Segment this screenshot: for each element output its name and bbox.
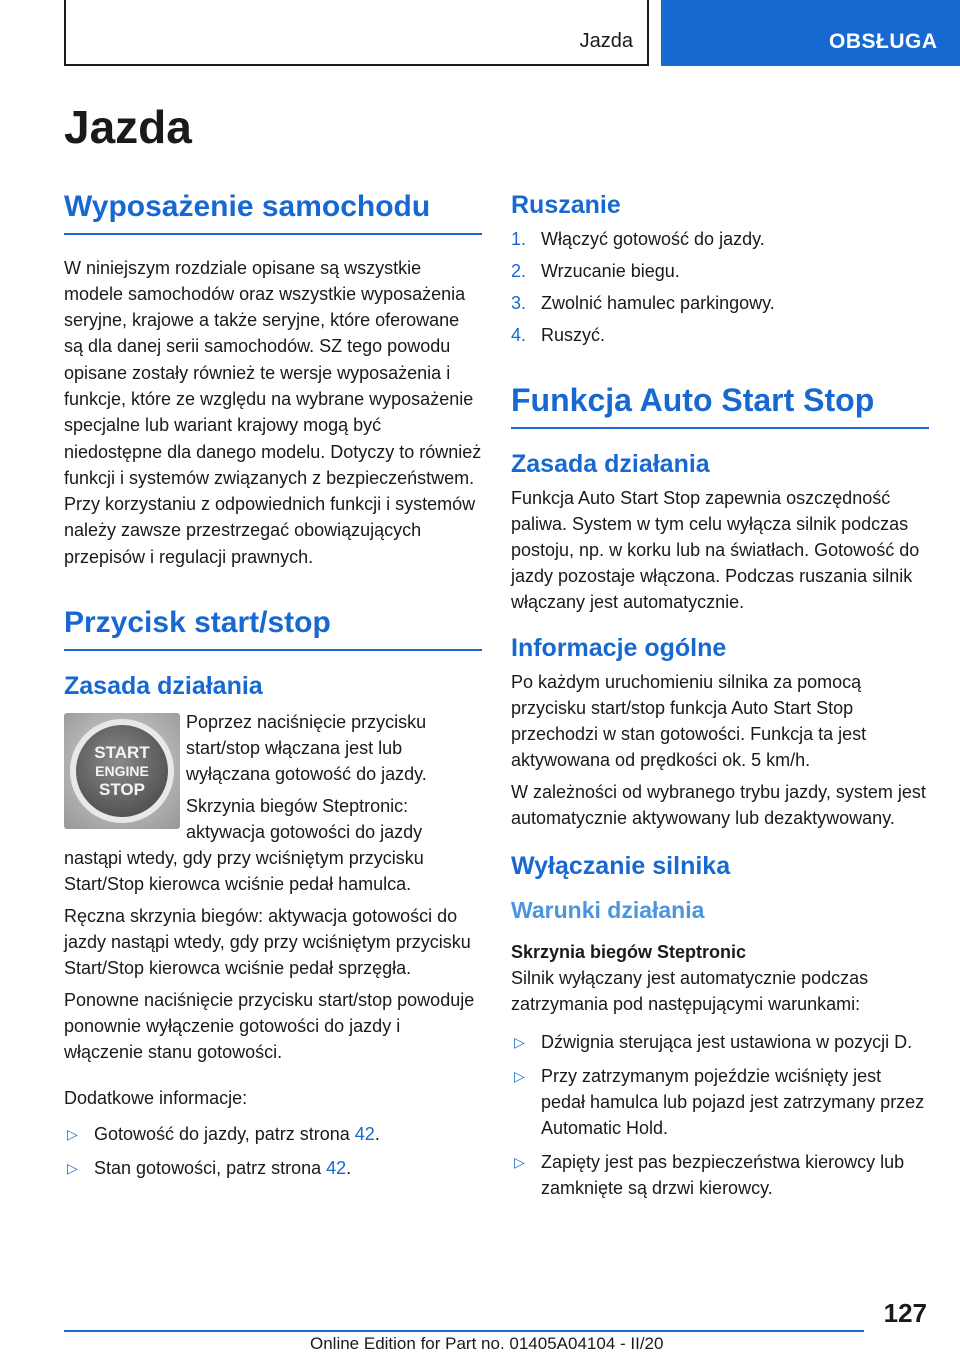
subsection-informacje-ogolne: Informacje ogólne: [511, 633, 727, 662]
list-item: ▷ Dźwignia sterująca jest ustawiona w pozycji D.: [511, 1029, 929, 1055]
triangle-bullet-icon: ▷: [67, 1125, 78, 1142]
triangle-bullet-icon: ▷: [67, 1159, 78, 1176]
paragraph-ass-2: Po każdym uruchomieniu silnika za pomocą przycisku start/stop funkcja Auto Start Stop przechodzi w stan gotowości. Funkcja ta jest aktywowana od prędkości ok. 5 km/h.: [511, 671, 867, 770]
paragraph-ass-1: Funkcja Auto Start Stop zapewnia oszczędność paliwa. System w tym celu wyłącza silnik podczas postoju, np. w korku lub na światłach. Gotowość do jazdy pozostaje włączona. Podczas ruszania silnik włączany jest automatycznie.: [511, 487, 920, 612]
subsection-warunki-dzialania: Warunki działania: [511, 896, 705, 923]
footer-edition: Online Edition for Part no. 01405A04104 - II/20: [310, 1334, 664, 1353]
page-reference-link[interactable]: 42: [354, 1123, 375, 1144]
subsection-wylaczanie-silnika: Wyłączanie silnika: [511, 851, 731, 880]
list-item: 4. Ruszyć.: [511, 325, 606, 345]
section-title-wyposazenie: Wyposażenie samochodu: [64, 190, 482, 235]
list-item: ▷ Stan gotowości, patrz strona 42.: [64, 1155, 482, 1181]
header-box: [64, 0, 649, 66]
extra-info-list: [64, 1121, 482, 1181]
list-item: ▷ Gotowość do jazdy, patrz strona 42.: [64, 1121, 482, 1147]
button-label-start: START: [94, 742, 150, 762]
list-item: ▷ Zapięty jest pas bezpieczeństwa kierowcy lub zamknięte są drzwi kierowcy.: [511, 1149, 929, 1201]
right-column: [511, 190, 929, 1209]
list-item: 2. Wrzucanie biegu.: [511, 261, 680, 281]
page-number: 127: [883, 1298, 927, 1328]
extra-info-label: Dodatkowe informacje:: [64, 1087, 248, 1108]
ruszanie-steps: [511, 226, 929, 348]
triangle-bullet-icon: ▷: [514, 1033, 525, 1050]
conditions-list: [511, 1029, 929, 1201]
paragraph-p1: Poprzez naciśnięcie przycisku start/stop włączana jest lub wyłączana gotowość do jazdy.: [186, 711, 427, 784]
subsection-ruszanie: Ruszanie: [511, 191, 621, 219]
list-item: 1. Włączyć gotowość do jazdy.: [511, 229, 765, 249]
list-item: ▷ Przy zatrzymanym pojeździe wciśnięty jest pedał hamulca lub pojazd jest zatrzymany przez Automatic Hold.: [511, 1063, 929, 1141]
button-label-stop: STOP: [99, 779, 145, 799]
paragraph-p3: Ręczna skrzynia biegów: aktywacja gotowości do jazdy nastąpi wtedy, gdy przy wciśniętym przycisku Start/Stop kierowca wciśnie pedał sprzęgła.: [64, 905, 471, 978]
triangle-bullet-icon: ▷: [514, 1153, 525, 1170]
page-reference-link[interactable]: 42: [326, 1157, 347, 1178]
paragraph-ass-3: W zależności od wybranego trybu jazdy, system jest automatycznie aktywowany lub dezaktywowany.: [511, 781, 926, 828]
paragraph-ass-4: Silnik wyłączany jest automatycznie podczas zatrzymania pod następującymi warunkami:: [511, 967, 869, 1014]
paragraph-p2: Skrzynia biegów Steptronic: aktywacja gotowości do jazdy nastąpi wtedy, gdy przy wciśniętym przycisku Start/Stop kierowca wciśnie pedał hamulca.: [64, 795, 424, 894]
paragraph-wyposazenie: W niniejszym rozdziale opisane są wszystkie modele samochodów oraz wszystkie wyposażenia seryjne, krajowe a także seryjne, które oferowane są dla danej serii samochodów. SZ tego powodu opisane zostały również te wersje wyposażenia i funkcje, które ze względu na wybrane wyposażenie specjalne lub wariant krajowy mogą być niedostępne dla danego modelu. Dotyczy to również funkcji i systemów związanych z bezpieczeństwem. Przy korzystaniu z odpowiednich funkcji i systemów należy zawsze przestrzegać obowiązujących przepisów i regulacji prawnych.: [64, 257, 482, 567]
section-title-przycisk: Przycisk start/stop: [64, 606, 482, 651]
subsection-zasada-dzialania: Zasada działania: [64, 671, 263, 700]
header-section-title: Jazda: [579, 30, 633, 52]
button-label-engine: ENGINE: [95, 762, 149, 779]
triangle-bullet-icon: ▷: [514, 1067, 525, 1084]
paragraph-p4: Ponowne naciśnięcie przycisku start/stop powoduje ponownie wyłączenie gotowości do jazdy i włączenie stanu gotowości.: [64, 989, 475, 1062]
subsection-zasada-dzialania-2: Zasada działania: [511, 449, 710, 478]
left-column: [64, 190, 482, 1189]
subsection-steptronic: Skrzynia biegów Steptronic: [511, 941, 747, 962]
footer-divider: [64, 1330, 864, 1332]
section-title-auto-start-stop: Funkcja Auto Start Stop: [511, 382, 929, 429]
header-tab[interactable]: OBSŁUGA: [661, 0, 960, 66]
list-item: 3. Zwolnić hamulec parkingowy.: [511, 293, 775, 313]
page-title: Jazda: [64, 101, 192, 153]
start-stop-button-image: [64, 713, 180, 829]
